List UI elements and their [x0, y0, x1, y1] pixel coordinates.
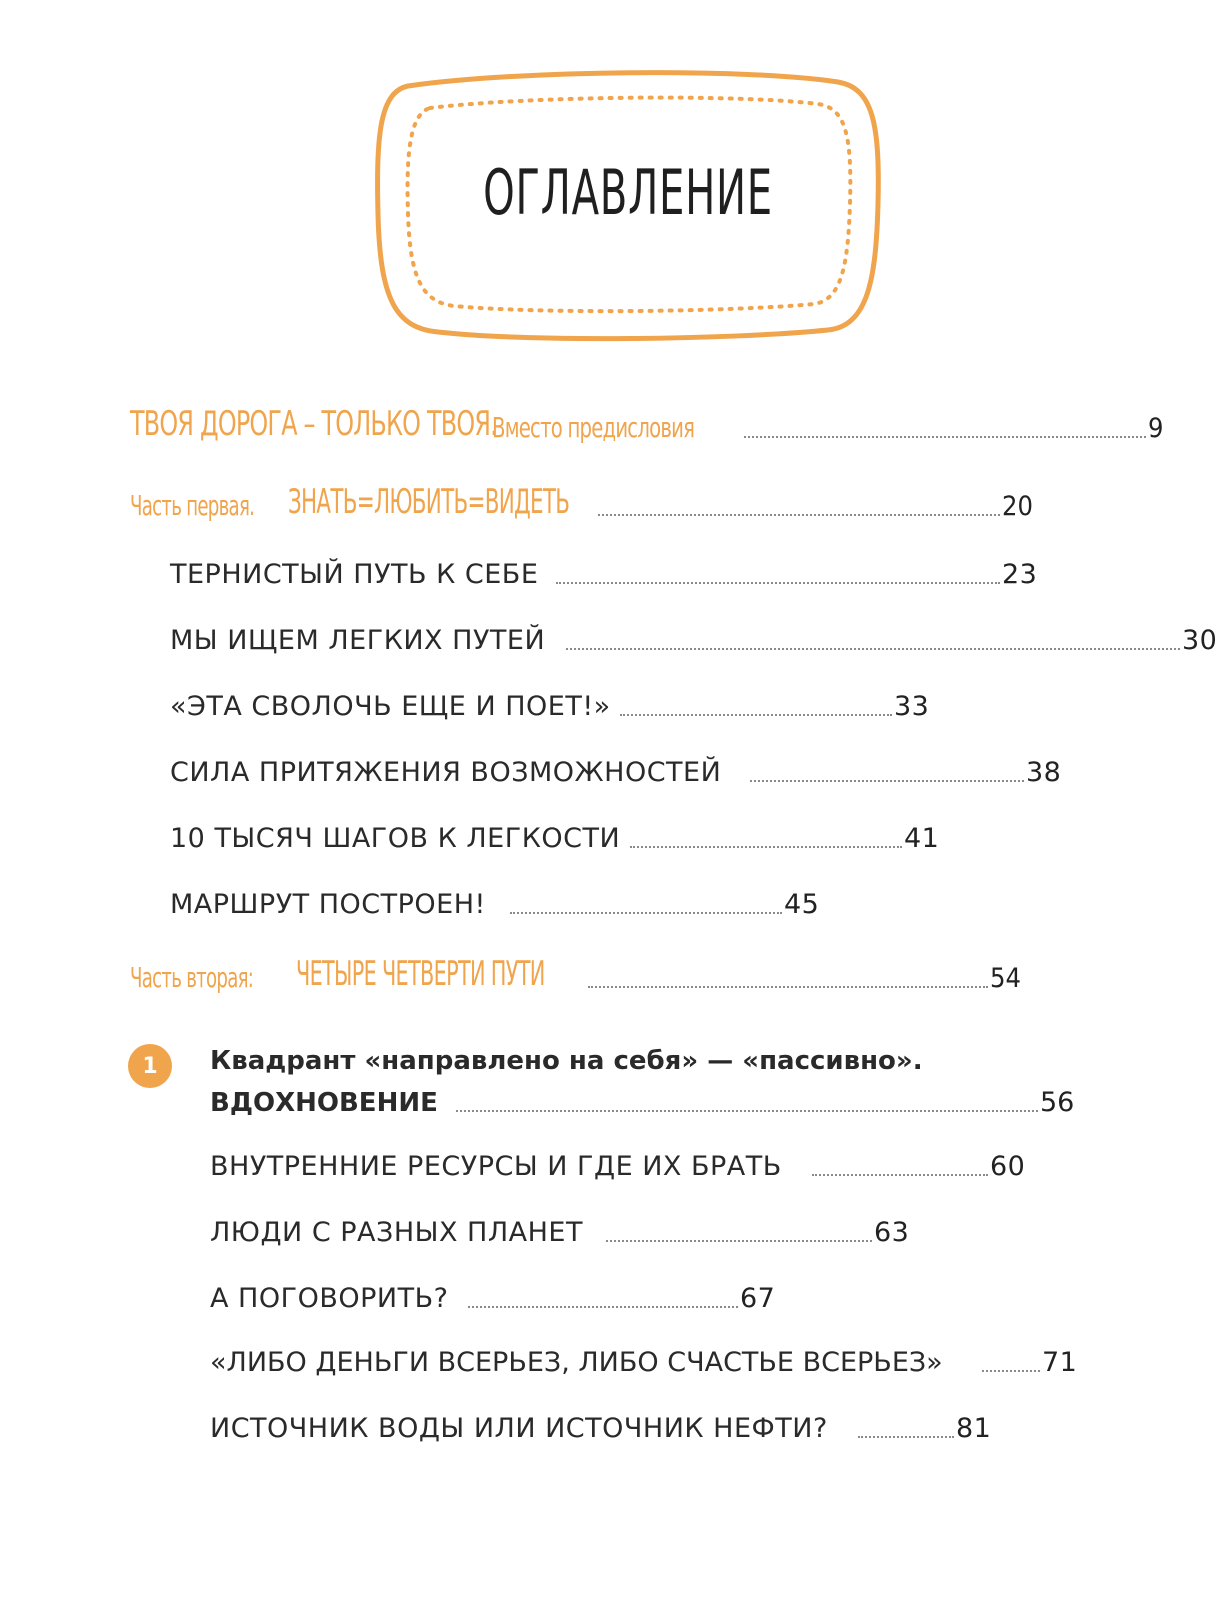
toc-entry-intro[interactable] [130, 404, 1164, 448]
toc-item[interactable] [170, 620, 1217, 660]
title-frame [368, 64, 888, 344]
toc-entry-part1[interactable] [130, 482, 1033, 526]
toc-entry-part2[interactable] [130, 954, 1021, 998]
page-title: ОГЛАВЛЕНИЕ [483, 156, 773, 229]
leader-dots [606, 1240, 872, 1242]
part2-title: ЧЕТЫРЕ ЧЕТВЕРТИ ПУТИ [296, 954, 545, 994]
toc-item[interactable] [170, 884, 870, 924]
leader-dots [744, 436, 1146, 438]
toc-item[interactable] [210, 1212, 970, 1252]
toc-item[interactable] [210, 1342, 1090, 1382]
page-number: 9 [1148, 413, 1164, 444]
leader-dots [812, 1174, 988, 1176]
part1-title: ЗНАТЬ=ЛЮБИТЬ=ВИДЕТЬ [288, 482, 570, 522]
toc-item-title: «ЭТА СВОЛОЧЬ ЕЩЕ И ПОЕТ!» [170, 691, 611, 722]
toc-item[interactable] [170, 818, 970, 858]
intro-caps: ТВОЯ ДОРОГА – ТОЛЬКО ТВОЯ. [130, 404, 497, 444]
toc-item-title: МЫ ИЩЕМ ЛЕГКИХ ПУТЕЙ [170, 625, 546, 656]
leader-dots [456, 1110, 1038, 1112]
intro-subtitle: Вместо предисловия [492, 411, 695, 444]
leader-dots [598, 514, 1000, 516]
quadrant1-heading: Квадрант «направлено на себя» — «пассивно». [210, 1046, 923, 1076]
page-number: 33 [894, 691, 930, 722]
toc-item[interactable] [170, 686, 970, 726]
page-number: 38 [1026, 757, 1062, 788]
toc-item-title: ЛЮДИ С РАЗНЫХ ПЛАНЕТ [210, 1217, 583, 1248]
page-number: 67 [740, 1283, 776, 1314]
page-number: 56 [1040, 1087, 1075, 1118]
toc-item[interactable] [210, 1408, 1030, 1448]
page-number: 63 [874, 1217, 910, 1248]
leader-dots [858, 1436, 954, 1438]
leader-dots [556, 582, 1000, 584]
leader-dots [630, 846, 902, 848]
toc-item[interactable] [170, 752, 1070, 792]
toc-item-title: СИЛА ПРИТЯЖЕНИЯ ВОЗМОЖНОСТЕЙ [170, 757, 722, 788]
leader-dots [566, 648, 1180, 650]
toc-item[interactable] [210, 1278, 830, 1318]
page-number: 71 [1042, 1347, 1078, 1378]
page-number: 54 [990, 963, 1021, 994]
page-number: 30 [1182, 625, 1217, 656]
leader-dots [750, 780, 1024, 782]
leader-dots [620, 714, 892, 716]
toc-item-title: А ПОГОВОРИТЬ? [210, 1283, 449, 1314]
page-number: 60 [990, 1151, 1026, 1182]
page-number: 23 [1002, 559, 1038, 590]
leader-dots [510, 912, 782, 914]
part2-label: Часть вторая: [130, 961, 254, 994]
page-number: 81 [956, 1413, 992, 1444]
toc-item-title: МАРШРУТ ПОСТРОЕН! [170, 889, 486, 920]
toc-item-title: ВНУТРЕННИЕ РЕСУРСЫ И ГДЕ ИХ БРАТЬ [210, 1151, 782, 1182]
toc-item[interactable] [210, 1146, 1070, 1186]
toc-entry-quadrant1[interactable] [210, 1082, 1090, 1122]
leader-dots [468, 1306, 738, 1308]
page-number: 20 [1002, 491, 1033, 522]
leader-dots [982, 1370, 1040, 1372]
page-number: 45 [784, 889, 820, 920]
toc-item-title: ТЕРНИСТЫЙ ПУТЬ К СЕБЕ [170, 559, 539, 590]
quadrant1-title: ВДОХНОВЕНИЕ [210, 1088, 438, 1118]
toc-item-title: ИСТОЧНИК ВОДЫ ИЛИ ИСТОЧНИК НЕФТИ? [210, 1413, 828, 1444]
toc-item-title: 10 ТЫСЯЧ ШАГОВ К ЛЕГКОСТИ [170, 823, 621, 854]
part1-label: Часть первая. [130, 489, 255, 522]
toc-item-title: «ЛИБО ДЕНЬГИ ВСЕРЬЕЗ, ЛИБО СЧАСТЬЕ ВСЕРЬЕЗ» [210, 1347, 943, 1378]
leader-dots [588, 986, 988, 988]
toc-item[interactable] [170, 554, 1038, 594]
quadrant-number-badge: 1 [128, 1044, 172, 1088]
page-number: 41 [904, 823, 940, 854]
